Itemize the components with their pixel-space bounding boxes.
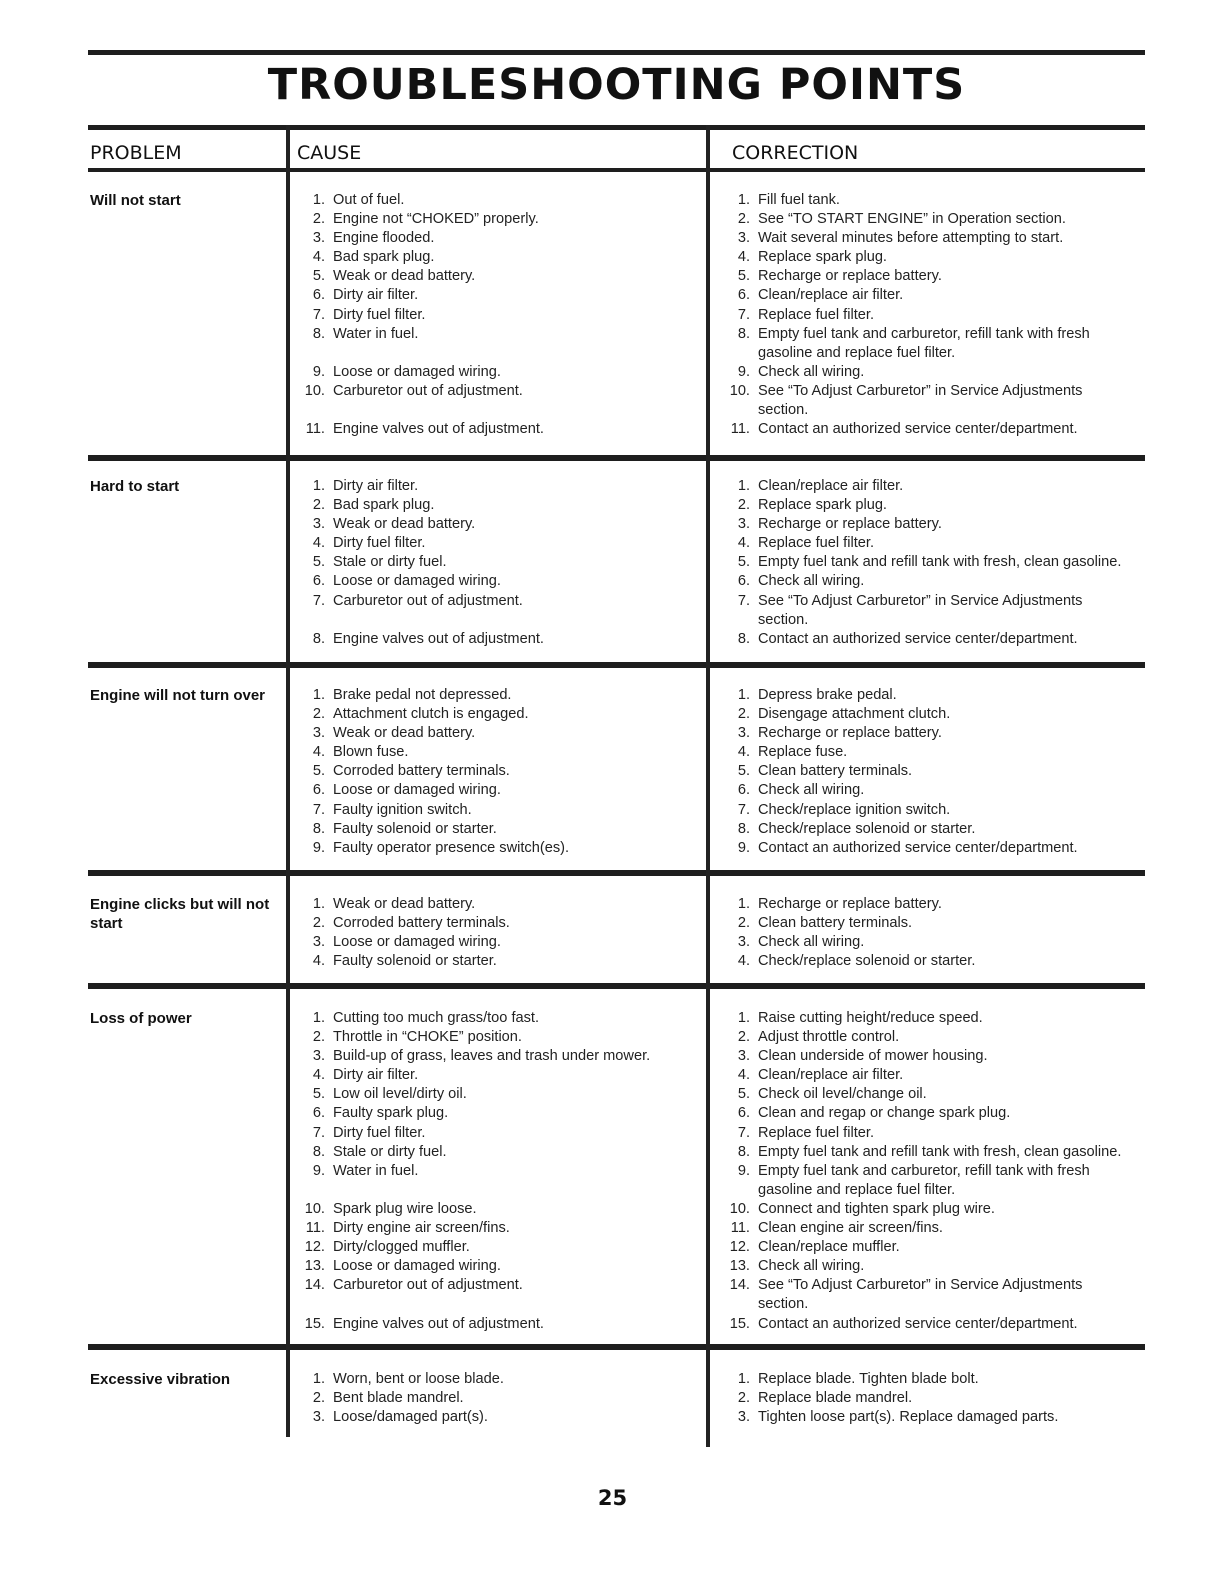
list-item: 4. Dirty air filter. xyxy=(312,1067,419,1084)
list-item: 8. Empty fuel tank and refill tank with fresh, clean gasoline. xyxy=(737,1143,1122,1160)
list-item: 8. Stale or dirty fuel. xyxy=(312,1143,447,1160)
list-item: 7. Replace fuel filter. xyxy=(737,1124,875,1141)
header-rule xyxy=(88,168,1145,172)
list-item: 3. Build-up of grass, leaves and trash under mower. xyxy=(312,1048,651,1065)
problem-label: Engine will not turn over xyxy=(90,687,266,704)
list-item: 3. Loose/damaged part(s). xyxy=(312,1409,488,1426)
list-item: 7. Check/replace ignition switch. xyxy=(737,801,951,818)
list-item: 4. Replace spark plug. xyxy=(737,249,887,266)
list-item: 3. Recharge or replace battery. xyxy=(737,725,942,742)
list-item: 6. Clean/replace air filter. xyxy=(737,287,904,304)
row-divider xyxy=(88,662,1145,668)
list-item: 1. Replace blade. Tighten blade bolt. xyxy=(737,1371,979,1387)
page-number: 25 xyxy=(597,1486,628,1510)
list-item: 14. Carburetor out of adjustment. xyxy=(304,1277,523,1294)
list-item xyxy=(295,1181,705,1200)
list-item: 2. Throttle in “CHOKE” position. xyxy=(312,1029,522,1046)
correction-list xyxy=(720,191,1145,439)
list-item: section. xyxy=(758,611,809,628)
row-divider xyxy=(88,870,1145,876)
list-item: section. xyxy=(758,402,809,419)
cause-list xyxy=(295,895,705,971)
list-item: 2. Bad spark plug. xyxy=(312,497,435,514)
list-item: 1. Weak or dead battery. xyxy=(312,896,476,912)
header-problem: PROBLEM xyxy=(90,142,182,164)
list-item: 7. Replace fuel filter. xyxy=(737,306,875,323)
list-item: 7. Carburetor out of adjustment. xyxy=(312,592,523,609)
list-item: 2. Corroded battery terminals. xyxy=(312,915,510,932)
problem-label: Engine clicks but will not start xyxy=(90,896,270,932)
list-item xyxy=(295,1295,705,1314)
list-item: 9. Faulty operator presence switch(es). xyxy=(312,839,570,856)
list-item: 9. Water in fuel. xyxy=(312,1162,419,1179)
list-item: 3. Clean underside of mower housing. xyxy=(737,1048,988,1065)
list-item: 13. Loose or damaged wiring. xyxy=(304,1258,501,1275)
list-item: 2. Disengage attachment clutch. xyxy=(737,706,951,723)
list-item: 5. Weak or dead battery. xyxy=(312,268,476,285)
row-divider xyxy=(88,1344,1145,1350)
list-item: 5. Check oil level/change oil. xyxy=(737,1086,927,1103)
list-item: 4. Clean/replace air filter. xyxy=(737,1067,904,1084)
list-item: 8. Contact an authorized service center/department. xyxy=(737,630,1078,647)
list-item: 11. Dirty engine air screen/fins. xyxy=(305,1220,510,1237)
list-item: 11. Clean engine air screen/fins. xyxy=(730,1220,943,1237)
list-item: 4. Blown fuse. xyxy=(312,744,409,761)
list-item: 10. Carburetor out of adjustment. xyxy=(304,382,523,399)
list-item: 1. Recharge or replace battery. xyxy=(737,896,942,912)
list-item: 8. Faulty solenoid or starter. xyxy=(312,820,497,837)
list-item: 15. Engine valves out of adjustment. xyxy=(304,1315,544,1332)
list-item: 7. Dirty fuel filter. xyxy=(312,306,426,323)
list-item: 11. Engine valves out of adjustment. xyxy=(305,421,544,438)
list-item: 4. Replace fuel filter. xyxy=(737,535,875,552)
list-item: 2. Adjust throttle control. xyxy=(737,1029,900,1046)
cause-list xyxy=(295,1370,705,1427)
header-correction: CORRECTION xyxy=(732,142,859,164)
list-item: 2. See “TO START ENGINE” in Operation section. xyxy=(737,211,1066,228)
list-item: 14. See “To Adjust Carburetor” in Service Adjustments xyxy=(729,1277,1083,1294)
list-item: 12. Dirty/clogged muffler. xyxy=(304,1239,470,1256)
list-item: 2. Engine not “CHOKED” properly. xyxy=(312,211,539,228)
list-item: 2. Attachment clutch is engaged. xyxy=(312,706,529,723)
list-item: 6. Dirty air filter. xyxy=(312,287,419,304)
list-item: 3. Weak or dead battery. xyxy=(312,725,476,742)
list-item: 4. Faulty solenoid or starter. xyxy=(312,953,497,970)
list-item: 8. Empty fuel tank and carburetor, refill tank with fresh xyxy=(737,325,1090,342)
problem-label: Will not start xyxy=(90,192,181,209)
list-item: 3. Engine flooded. xyxy=(312,230,435,247)
problem-label: Excessive vibration xyxy=(90,1371,231,1388)
list-item: 11. Contact an authorized service center/department. xyxy=(730,421,1078,438)
list-item xyxy=(295,344,705,363)
list-item: gasoline and replace fuel filter. xyxy=(758,1181,956,1198)
list-item: 3. Loose or damaged wiring. xyxy=(312,934,501,951)
list-item: 1. Out of fuel. xyxy=(312,192,405,208)
list-item: 1. Raise cutting height/reduce speed. xyxy=(737,1010,983,1026)
list-item: 4. Bad spark plug. xyxy=(312,249,435,266)
title-rule xyxy=(88,125,1145,130)
list-item: 5. Empty fuel tank and refill tank with fresh, clean gasoline. xyxy=(737,554,1122,571)
list-item: 2. Clean battery terminals. xyxy=(737,915,913,932)
list-item: 10. Connect and tighten spark plug wire. xyxy=(729,1200,995,1217)
list-item: 12. Clean/replace muffler. xyxy=(729,1239,900,1256)
list-item: 3. Check all wiring. xyxy=(737,934,865,951)
list-item: 9. Check all wiring. xyxy=(737,363,865,380)
header-cause: CAUSE xyxy=(297,142,362,164)
list-item: 6. Loose or damaged wiring. xyxy=(312,573,501,590)
cause-list xyxy=(295,191,705,439)
list-item: 6. Check all wiring. xyxy=(737,782,865,799)
row-divider xyxy=(88,455,1145,461)
cause-list xyxy=(295,1009,705,1334)
problem-label: Hard to start xyxy=(90,478,180,495)
list-item: 1. Worn, bent or loose blade. xyxy=(312,1371,504,1387)
list-item: 9. Loose or damaged wiring. xyxy=(312,363,501,380)
list-item: 6. Loose or damaged wiring. xyxy=(312,782,501,799)
list-item: 3. Tighten loose part(s). Replace damaged parts. xyxy=(737,1409,1059,1426)
list-item: 7. Dirty fuel filter. xyxy=(312,1124,426,1141)
list-item: 1. Brake pedal not depressed. xyxy=(312,687,512,703)
list-item: 8. Water in fuel. xyxy=(312,325,419,342)
list-item xyxy=(295,611,705,630)
list-item: 4. Dirty fuel filter. xyxy=(312,535,426,552)
list-item: 5. Clean battery terminals. xyxy=(737,763,913,780)
list-item xyxy=(295,401,705,420)
page-title: TROUBLESHOOTING POINTS xyxy=(267,60,966,110)
list-item: 5. Low oil level/dirty oil. xyxy=(312,1086,467,1103)
list-item: 6. Faulty spark plug. xyxy=(312,1105,449,1122)
list-item: 8. Check/replace solenoid or starter. xyxy=(737,820,976,837)
list-item: gasoline and replace fuel filter. xyxy=(758,344,956,361)
list-item: 10. See “To Adjust Carburetor” in Service Adjustments xyxy=(729,382,1083,399)
correction-list xyxy=(720,895,1145,971)
correction-list xyxy=(720,686,1145,858)
cause-list xyxy=(295,477,705,649)
list-item: 5. Stale or dirty fuel. xyxy=(312,554,447,571)
list-item: 7. Faulty ignition switch. xyxy=(312,801,472,818)
list-item: 5. Recharge or replace battery. xyxy=(737,268,942,285)
correction-list xyxy=(720,1370,1145,1427)
list-item: 7. See “To Adjust Carburetor” in Service Adjustments xyxy=(737,592,1083,609)
list-item: 4. Replace fuse. xyxy=(737,744,848,761)
list-item: 3. Recharge or replace battery. xyxy=(737,516,942,533)
list-item: 1. Clean/replace air filter. xyxy=(737,478,904,494)
list-item: 8. Engine valves out of adjustment. xyxy=(312,630,544,647)
list-item: 6. Clean and regap or change spark plug. xyxy=(737,1105,1011,1122)
list-item: 1. Cutting too much grass/too fast. xyxy=(312,1010,540,1026)
column-divider xyxy=(286,125,290,1437)
list-item: 2. Bent blade mandrel. xyxy=(312,1390,464,1407)
list-item: 1. Fill fuel tank. xyxy=(737,192,840,208)
top-rule xyxy=(88,50,1145,55)
list-item: 3. Weak or dead battery. xyxy=(312,516,476,533)
cause-list xyxy=(295,686,705,858)
list-item: 5. Corroded battery terminals. xyxy=(312,763,510,780)
list-item: section. xyxy=(758,1296,809,1313)
list-item: 3. Wait several minutes before attempting to start. xyxy=(737,230,1064,247)
list-item: 9. Empty fuel tank and carburetor, refill tank with fresh xyxy=(737,1162,1090,1179)
list-item: 2. Replace blade mandrel. xyxy=(737,1390,913,1407)
correction-list xyxy=(720,1009,1145,1334)
list-item: 2. Replace spark plug. xyxy=(737,497,887,514)
list-item: 9. Contact an authorized service center/department. xyxy=(737,839,1078,856)
correction-list xyxy=(720,477,1145,649)
row-divider xyxy=(88,983,1145,989)
list-item: 1. Dirty air filter. xyxy=(312,478,419,494)
list-item: 10. Spark plug wire loose. xyxy=(304,1200,477,1217)
list-item: 13. Check all wiring. xyxy=(729,1258,865,1275)
list-item: 15. Contact an authorized service center/department. xyxy=(729,1315,1078,1332)
list-item: 4. Check/replace solenoid or starter. xyxy=(737,953,976,970)
column-divider xyxy=(706,125,710,1447)
list-item: 6. Check all wiring. xyxy=(737,573,865,590)
problem-label: Loss of power xyxy=(90,1010,192,1027)
list-item: 1. Depress brake pedal. xyxy=(737,687,897,703)
